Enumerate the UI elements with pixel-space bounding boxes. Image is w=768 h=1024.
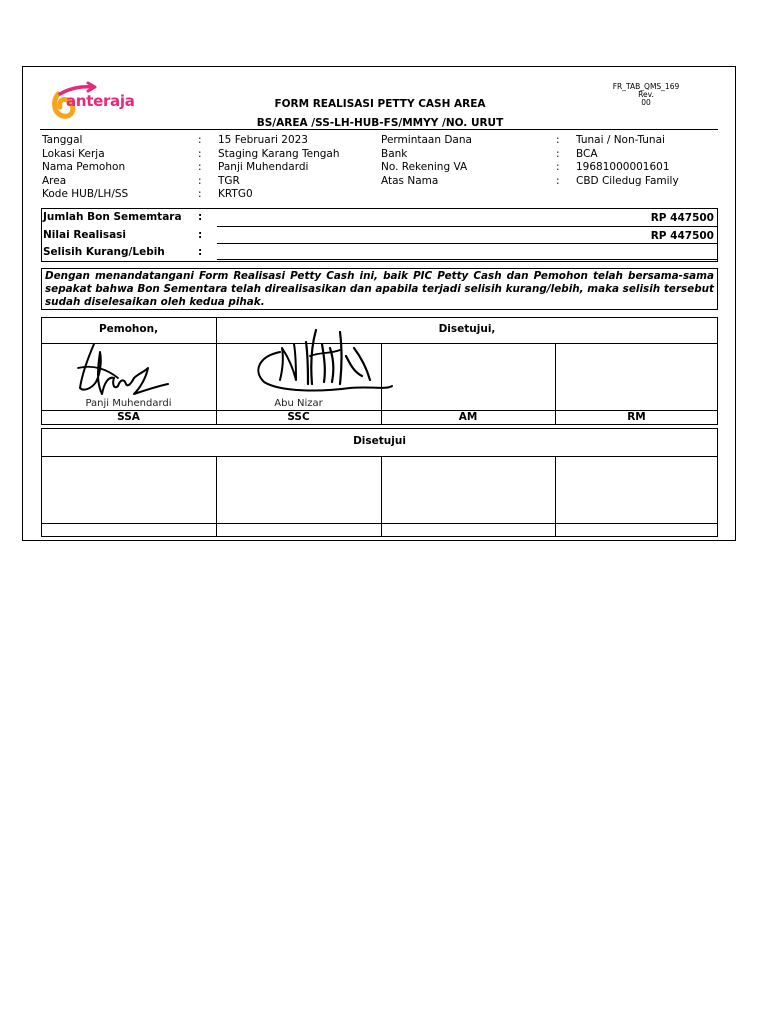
table-line: [381, 456, 382, 537]
colon: :: [556, 134, 560, 146]
label-atas-nama: Atas Nama: [381, 174, 439, 187]
label-area: Area: [42, 174, 67, 187]
agreement-statement: Dengan menandatangani Form Realisasi Petty Cash ini, baik PIC Petty Cash dan Pemohon telah bersama-sama sepakat bahwa Bon Sementara telah direalisasikan dan apabila terjadi selisih kurang/lebih, maka selisih tersebut sudah diselesaikan oleh kedua pihak.: [41, 268, 718, 310]
colon: :: [198, 229, 203, 241]
info-left-labels: [42, 134, 128, 202]
signer-ssc-name: Abu Nizar: [274, 398, 323, 409]
doc-code: [600, 83, 692, 107]
approval-header: Disetujui: [353, 435, 406, 447]
label-bank: Bank: [381, 147, 408, 160]
value-bank: BCA: [576, 147, 598, 160]
header-divider: [40, 129, 718, 130]
label-lokasi-kerja: Lokasi Kerja: [42, 147, 105, 160]
colon: :: [556, 161, 560, 173]
colon: :: [556, 147, 560, 160]
info-right-values: [576, 134, 679, 188]
signature-pemohon-icon: [74, 338, 174, 404]
rev-label: Rev.: [638, 90, 654, 99]
nilai-realisasi-label: Nilai Realisasi: [43, 229, 127, 241]
role-rm: RM: [627, 411, 646, 423]
colon: :: [198, 188, 202, 200]
info-right-colons: [556, 134, 560, 188]
label-tanggal: Tanggal: [42, 134, 83, 146]
label-permintaan-dana: Permintaan Dana: [381, 134, 472, 146]
nilai-realisasi-amount: RP 447500: [650, 230, 714, 242]
pemohon-header: Pemohon,: [98, 323, 159, 335]
colon: :: [556, 174, 560, 187]
summary-line: [217, 259, 717, 260]
value-permintaan-dana: Tunai / Non-Tunai: [576, 134, 665, 146]
colon: :: [198, 161, 202, 173]
label-no-rekening: No. Rekening VA: [381, 161, 468, 173]
selisih-label: Selisih Kurang/Lebih: [43, 246, 165, 258]
role-ssa: SSA: [117, 411, 140, 423]
label-kode-hub: Kode HUB/LH/SS: [42, 188, 129, 200]
table-line: [41, 523, 718, 524]
summary-line: [217, 226, 717, 227]
value-no-rekening: 19681000001601: [576, 161, 670, 173]
form-title: FORM REALISASI PETTY CASH AREA: [274, 98, 486, 110]
disetujui-header: Disetujui,: [438, 323, 496, 335]
colon: :: [198, 134, 202, 146]
signer-pemohon-name: Panji Muhendardi: [85, 398, 172, 409]
info-left-colons: [198, 134, 202, 202]
rev-value: 00: [641, 98, 651, 107]
form-subtitle: BS/AREA /SS-LH-HUB-FS/MMYY /NO. URUT: [256, 117, 504, 129]
value-area: TGR: [218, 174, 240, 187]
signature-ssc-icon: [250, 326, 398, 408]
table-line: [41, 456, 718, 457]
colon: :: [198, 246, 203, 258]
value-lokasi-kerja: Staging Karang Tengah: [218, 147, 340, 160]
value-tanggal: 15 Februari 2023: [218, 134, 308, 146]
role-am: AM: [458, 411, 478, 423]
colon: :: [198, 211, 203, 223]
info-right-labels: [381, 134, 472, 188]
colon: :: [198, 174, 202, 187]
doc-code-number: FR_TAB_QMS_169: [612, 82, 680, 91]
table-line: [216, 456, 217, 537]
summary-line: [217, 243, 717, 244]
bon-sementara-label: Jumlah Bon Sememtara: [43, 211, 182, 223]
value-kode-hub: KRTG0: [218, 188, 253, 200]
value-atas-nama: CBD Ciledug Family: [576, 174, 679, 187]
table-line: [555, 456, 556, 537]
info-left-values: [218, 134, 340, 202]
role-ssc: SSC: [287, 411, 310, 423]
label-nama-pemohon: Nama Pemohon: [42, 161, 126, 173]
brand-name: anteraja: [66, 92, 135, 110]
bon-sementara-amount: RP 447500: [650, 212, 714, 224]
colon: :: [198, 147, 202, 160]
value-nama-pemohon: Panji Muhendardi: [218, 161, 309, 173]
